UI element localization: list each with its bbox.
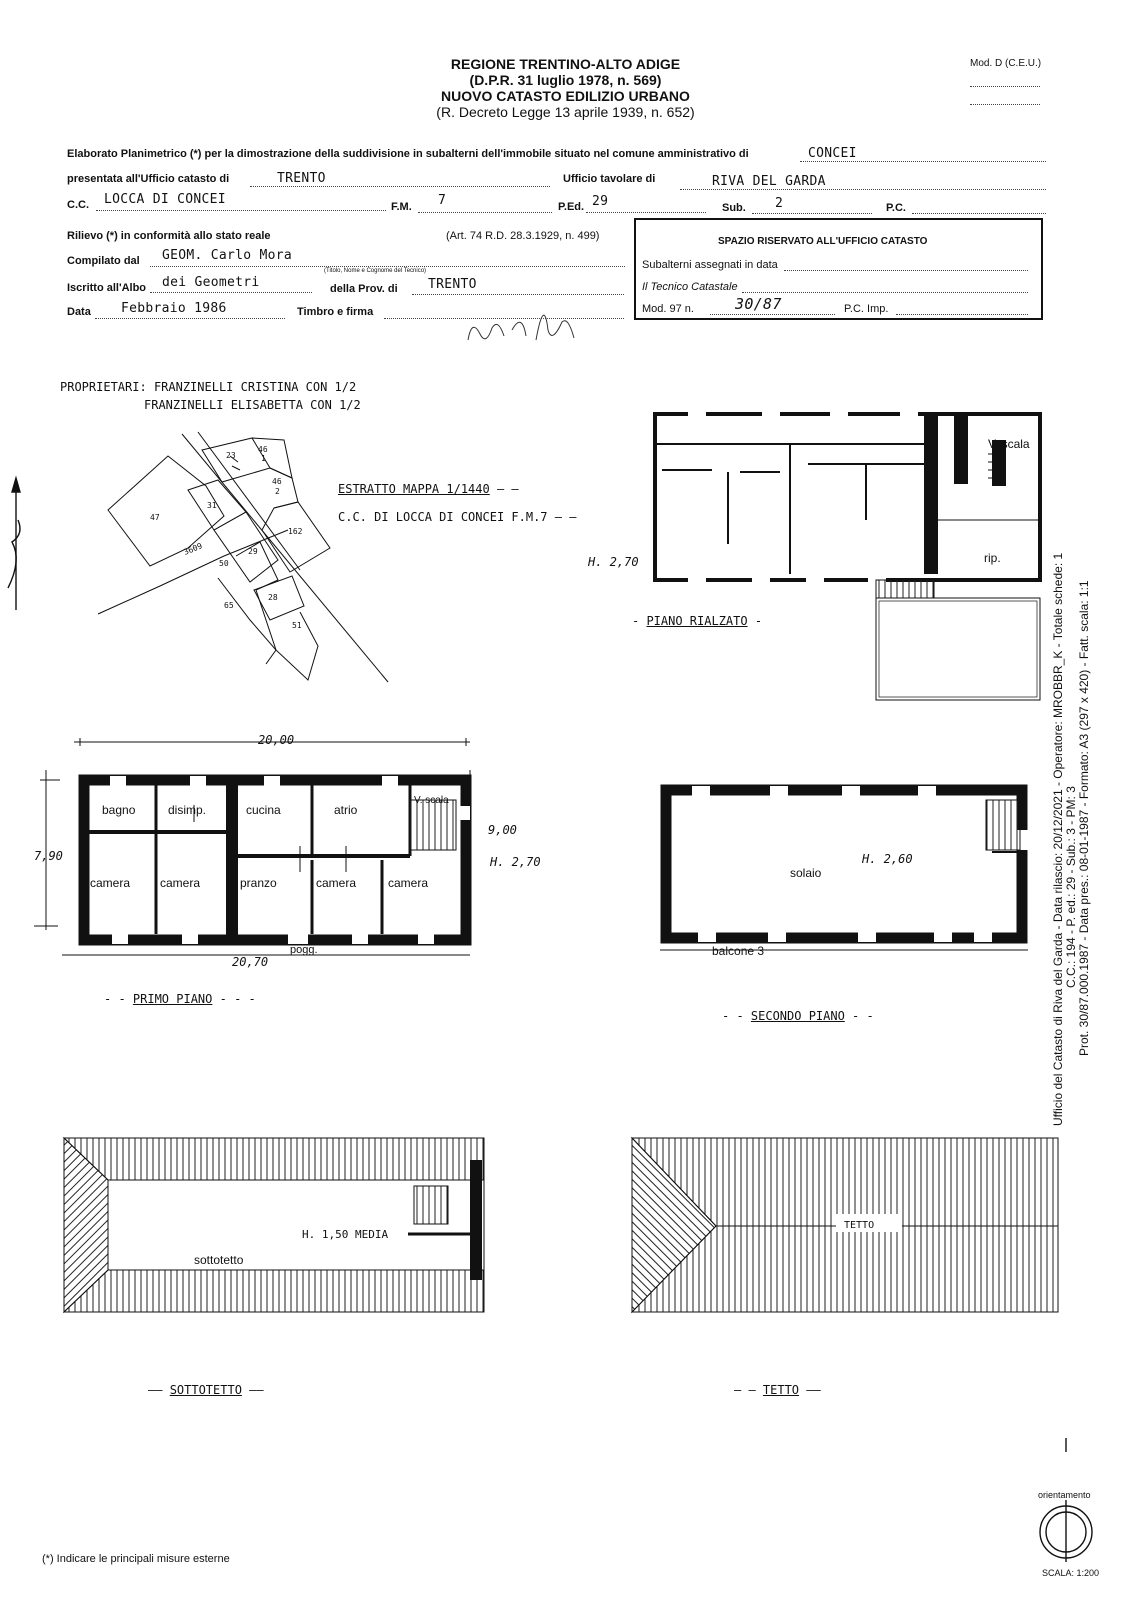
caption-sottotetto: —— SOTTOTETTO —— [148,1383,264,1397]
parcel-28: 28 [268,593,278,602]
elaborato-label: Elaborato Planimetrico (*) per la dimostrazione della suddivisione in subalterni dell'immobile situato nel comune amministrativo di [67,148,749,160]
parcel-31: 31 [207,501,217,510]
ufficio-catasto-value: TRENTO [277,171,326,186]
rialzato-height: H. 2,70 [588,555,639,569]
parcel-50: 50 [219,559,229,568]
compass [1040,1438,1092,1562]
room-camera-4: camera [388,876,429,890]
parcel-23: 23 [226,451,236,460]
plan-sottotetto [64,1138,484,1312]
rialzato-rip: rip. [984,551,1001,565]
data-label: Data [67,306,91,318]
room-pogg: pogg. [290,944,318,956]
art-label: (Art. 74 R.D. 28.3.1929, n. 499) [446,230,600,242]
parcel-65: 65 [224,601,234,610]
room-atrio: atrio [334,803,358,817]
compilato-value: GEOM. Carlo Mora [162,248,293,263]
room-camera-1: camera [90,876,131,890]
parcel-29: 29 [248,547,258,556]
north-arrow-left [8,478,20,610]
cc-value: LOCCA DI CONCEI [104,192,226,207]
plan-piano-rialzato [655,410,1040,700]
room-bagno: bagno [102,803,136,817]
map-extract [98,432,388,682]
sub-label: Sub. [722,202,746,214]
ufficio-tavolare-value: RIVA DEL GARDA [712,174,826,189]
caption-tetto: — — TETTO —— [734,1383,821,1397]
parcel-46-1b: 1 [261,454,266,463]
parcel-51: 51 [292,621,302,630]
rilievo-label: Rilievo (*) in conformità allo stato reale [67,230,271,242]
dim-top: 20,00 [258,733,295,747]
parcel-46-2: 46 [272,477,282,486]
dim-left: 7,90 [34,849,63,863]
stamp-line-2: C.C.: 194 - P. ed.: 29 - Sub.: 3 - PM: 3 [1064,786,1078,988]
header-law: (R. Decreto Legge 13 aprile 1939, n. 652) [436,104,695,120]
fm-label: F.M. [391,201,412,213]
iscritto-value: dei Geometri [162,275,260,290]
subalterni-label: Subalterni assegnati in data [642,259,778,271]
stamp-line-3: Prot. 30/87.000.1987 - Data pres.: 08-01-1987 - Formato: A3 (297 x 420) - Fatt. scala: 1:1 [1077,580,1091,1056]
plan-secondo-piano [660,786,1028,950]
prov-value: TRENTO [428,277,477,292]
parcel-162: 162 [288,527,303,536]
primo-height: H. 2,70 [490,855,541,869]
owner-1: FRANZINELLI CRISTINA CON 1/2 [153,380,357,394]
room-sottotetto: sottotetto [194,1253,244,1267]
ped-label: P.Ed. [558,201,585,213]
footer-note: (*) Indicare le principali misure esterne [42,1553,230,1565]
plan-tetto [632,1138,1058,1312]
room-cucina: cucina [246,803,281,817]
model-code: Mod. D (C.E.U.) [970,58,1042,69]
titolo-note: (Titolo, Nome e Cognome del Tecnico) [324,268,427,274]
fm-value: 7 [438,193,447,208]
room-disimp: disimp. [168,803,207,817]
cc-label: C.C. [67,199,89,211]
map-caption-2: C.C. DI LOCCA DI CONCEI F.M.7 — — [338,510,577,524]
owners-label: PROPRIETARI: [60,380,147,394]
room-solaio: solaio [790,866,822,880]
parcel-46-2b: 2 [275,487,280,496]
presentata-label: presentata all'Ufficio catasto di [67,173,230,185]
map-caption-1: ESTRATTO MAPPA 1/1440 — — [338,482,519,496]
mod97-label: Mod. 97 n. [642,303,694,315]
plan-primo-piano [34,738,470,955]
prov-label: della Prov. di [330,283,398,295]
timbro-label: Timbro e firma [297,306,374,318]
caption-secondo-piano: - - SECONDO PIANO - - [722,1009,874,1023]
comune-value: CONCEI [808,146,857,161]
parcel-3609: 3609 [182,541,204,557]
mod97-value: 30/87 [735,295,782,313]
parcel-47: 47 [150,513,160,522]
header-title: NUOVO CATASTO EDILIZIO URBANO [441,88,690,104]
room-vscala: V. scala [414,795,449,806]
room-camera-3: camera [316,876,357,890]
header-decree: (D.P.R. 31 luglio 1978, n. 569) [469,72,662,88]
owner-2: FRANZINELLI ELISABETTA CON 1/2 [144,398,361,412]
room-balcone: balcone 3 [712,944,765,958]
parcel-46-1: 46 [258,445,268,454]
orientamento-label: orientamento [1038,1490,1091,1500]
sottotetto-height: H. 1,50 MEDIA [302,1228,389,1241]
caption-piano-rialzato: - PIANO RIALZATO - [632,614,763,628]
signature [468,315,574,340]
ped-value: 29 [592,194,609,209]
ufficio-tavolare-label: Ufficio tavolare di [563,173,656,185]
compilato-label: Compilato dal [67,255,140,267]
sub-value: 2 [775,196,784,211]
header-region: REGIONE TRENTINO-ALTO ADIGE [450,56,681,72]
pc-imp-label: P.C. Imp. [844,303,889,315]
tecnico-label: Il Tecnico Catastale [642,281,738,293]
caption-primo-piano: - - PRIMO PIANO - - - [104,992,256,1006]
tetto-label: TETTO [844,1220,875,1231]
secondo-height: H. 2,60 [862,852,913,866]
scala-label: SCALA: 1:200 [1042,1568,1100,1578]
reserved-title: SPAZIO RISERVATO ALL'UFFICIO CATASTO [718,236,928,247]
dim-right: 9,00 [488,823,517,837]
room-pranzo: pranzo [240,876,277,890]
pc-label: P.C. [886,202,906,214]
dim-bottom: 20,70 [232,955,269,969]
iscritto-label: Iscritto all'Albo [67,282,147,294]
rialzato-vscala: V. scala [988,437,1030,451]
room-camera-2: camera [160,876,201,890]
data-value: Febbraio 1986 [121,301,227,316]
